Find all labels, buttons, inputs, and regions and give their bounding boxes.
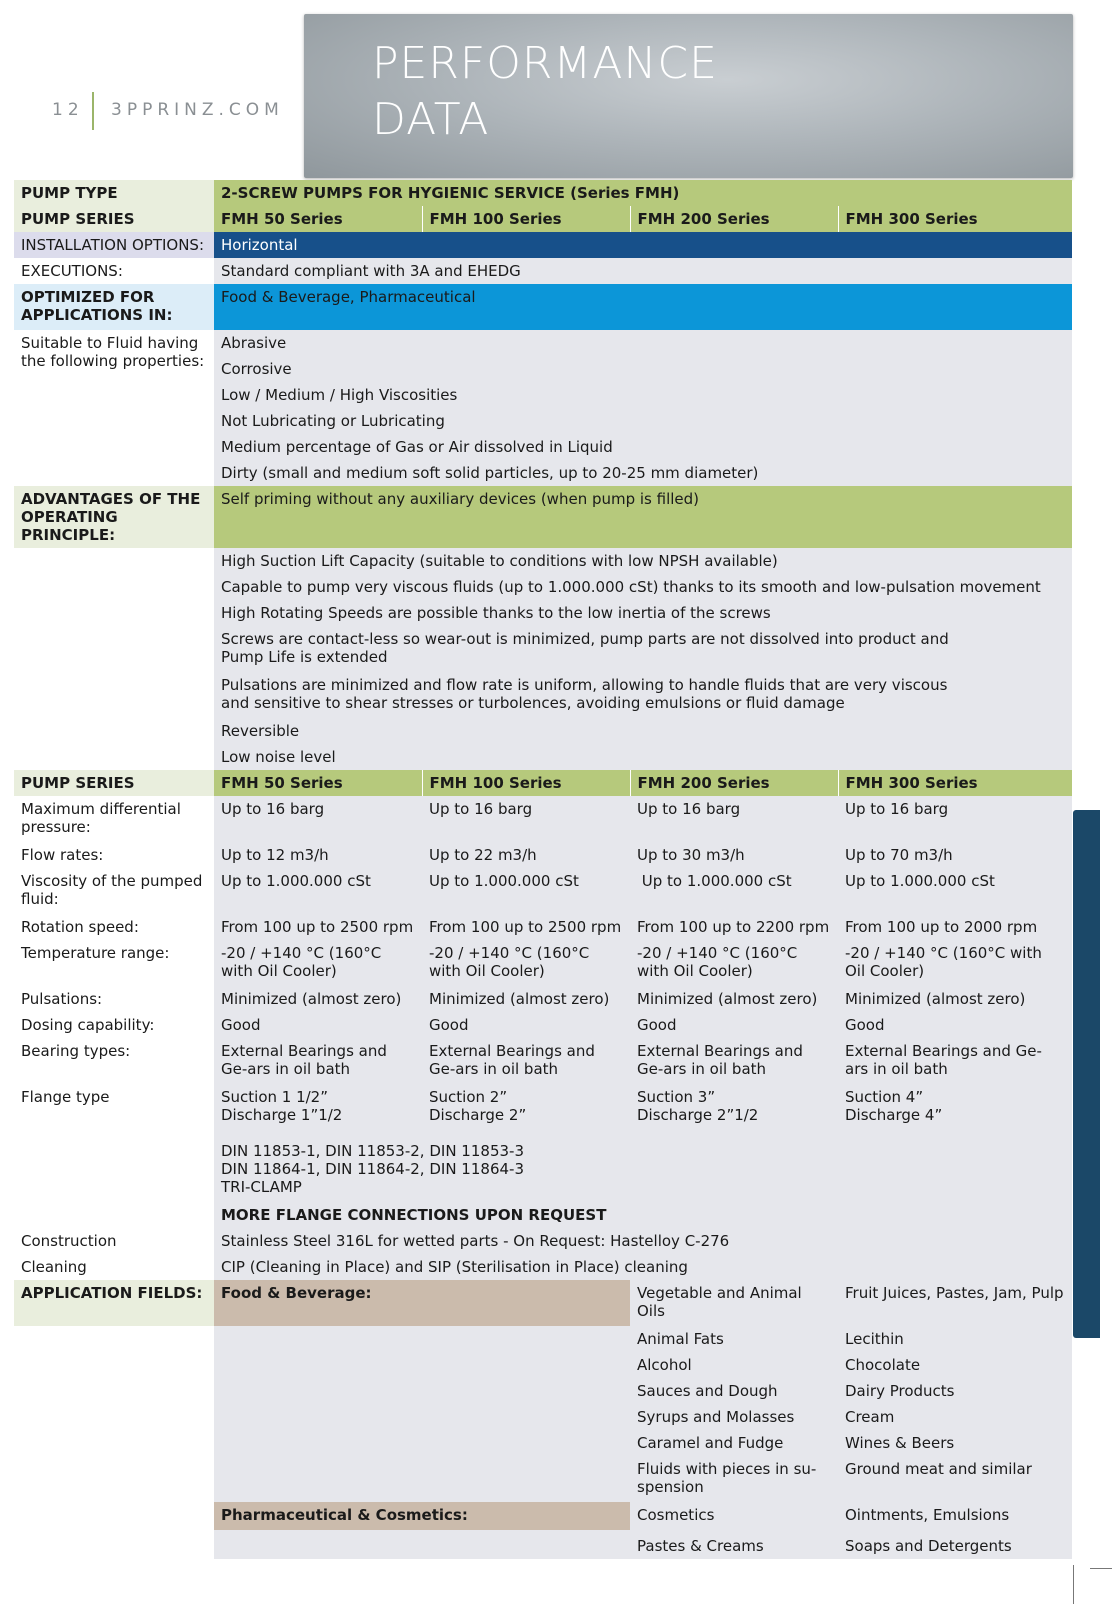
- flange-suction: Suction 4”: [845, 1088, 924, 1106]
- performance-table: [14, 180, 1072, 1559]
- flange-standard: DIN 11864-1, DIN 11864-2, DIN 11864-3: [221, 1160, 524, 1178]
- row-pulsations: [14, 986, 1072, 1012]
- flow-rate-value: Up to 30 m3/h: [630, 842, 838, 868]
- value-cleaning: CIP (Cleaning in Place) and SIP (Sterilisation in Place) cleaning: [214, 1254, 1072, 1280]
- advantage-item: High Rotating Speeds are possible thanks to the low inertia of the screws: [214, 600, 1072, 626]
- dosing-value: Good: [214, 1012, 422, 1038]
- flange-discharge: Discharge 4”: [845, 1106, 943, 1124]
- rotation-value: From 100 up to 2200 rpm: [630, 914, 838, 940]
- value-executions: Standard compliant with 3A and EHEDG: [214, 258, 1072, 284]
- label-construction: Construction: [14, 1228, 214, 1254]
- flange-standards: [214, 1138, 1072, 1202]
- advantage-item: Low noise level: [214, 744, 1072, 770]
- viscosity-value: Up to 1.000.000 cSt: [214, 868, 422, 914]
- title-banner: [304, 14, 1073, 178]
- label-advantages: ADVANTAGES OF THE OPERATING PRINCIPLE:: [14, 486, 214, 548]
- property-item: Low / Medium / High Viscosities: [214, 382, 1072, 408]
- row-pump-series-2: [14, 770, 1072, 796]
- pharma-item: Pastes & Creams: [630, 1530, 838, 1559]
- row-flow-rates: [14, 842, 1072, 868]
- row-application-fields: [14, 1280, 1072, 1326]
- food-item: Wines & Beers: [838, 1430, 1072, 1456]
- food-item: Animal Fats: [630, 1326, 838, 1352]
- dosing-value: Good: [838, 1012, 1072, 1038]
- flange-suction: Suction 1 1/2”: [221, 1088, 328, 1106]
- row-advantages: [14, 486, 1072, 548]
- flange-fmh200: [630, 1084, 838, 1138]
- flange-suction: Suction 2”: [429, 1088, 508, 1106]
- label-rotation: Rotation speed:: [14, 914, 214, 940]
- pulsations-value: Minimized (almost zero): [838, 986, 1072, 1012]
- max-pressure-value: Up to 16 barg: [214, 796, 422, 842]
- dosing-value: Good: [422, 1012, 630, 1038]
- crop-mark-vertical: [1073, 1565, 1074, 1604]
- pharma-item: Ointments, Emulsions: [838, 1502, 1072, 1530]
- label-cleaning: Cleaning: [14, 1254, 214, 1280]
- food-item: Cream: [838, 1404, 1072, 1430]
- label-dosing: Dosing capability:: [14, 1012, 214, 1038]
- dosing-value: Good: [630, 1012, 838, 1038]
- food-item: Syrups and Molasses: [630, 1404, 838, 1430]
- row-property: [14, 330, 1072, 356]
- pulsations-value: Minimized (almost zero): [630, 986, 838, 1012]
- property-item: Not Lubricating or Lubricating: [214, 408, 1072, 434]
- rotation-value: From 100 up to 2000 rpm: [838, 914, 1072, 940]
- property-item: Dirty (small and medium soft solid particles, up to 20-25 mm diameter): [214, 460, 1072, 486]
- property-item: Abrasive: [214, 330, 1072, 356]
- value-installation: Horizontal: [214, 232, 1072, 258]
- advantage-item: Reversible: [214, 718, 1072, 744]
- temperature-value: -20 / +140 °C (160°C with Oil Cooler): [422, 940, 630, 986]
- row-flange-standards: [14, 1138, 1072, 1202]
- label-flange: Flange type: [14, 1084, 214, 1138]
- pulsations-value: Minimized (almost zero): [214, 986, 422, 1012]
- flange-suction: Suction 3”: [637, 1088, 716, 1106]
- label-pulsations: Pulsations:: [14, 986, 214, 1012]
- label-pump-type: PUMP TYPE: [14, 180, 214, 206]
- property-item: Medium percentage of Gas or Air dissolved in Liquid: [214, 434, 1072, 460]
- row-viscosity: [14, 868, 1072, 914]
- series-fmh100: FMH 100 Series: [422, 206, 630, 232]
- label-viscosity: Viscosity of the pumped fluid:: [14, 868, 214, 914]
- value-optimized: Food & Beverage, Pharmaceutical: [214, 284, 1072, 330]
- flange-discharge: Discharge 2”: [429, 1106, 527, 1124]
- value-construction: Stainless Steel 316L for wetted parts - On Request: Hastelloy C-276: [214, 1228, 1072, 1254]
- pulsations-value: Minimized (almost zero): [422, 986, 630, 1012]
- food-item: Caramel and Fudge: [630, 1430, 838, 1456]
- advantage-main: Self priming without any auxiliary devices (when pump is filled): [214, 486, 1072, 548]
- label-max-pressure: Maximum differential pressure:: [14, 796, 214, 842]
- viscosity-value: Up to 1.000.000 cSt: [422, 868, 630, 914]
- max-pressure-value: Up to 16 barg: [838, 796, 1072, 842]
- advantage-item: Screws are contact-less so wear-out is minimized, pump parts are not dissolved into product and Pump Life is extended: [214, 626, 1072, 672]
- food-item: Fluids with pieces in su-spension: [630, 1456, 838, 1502]
- viscosity-value: Up to 1.000.000 cSt: [838, 868, 1072, 914]
- rotation-value: From 100 up to 2500 rpm: [214, 914, 422, 940]
- bearing-value: External Bearings and Ge-ars in oil bath: [422, 1038, 630, 1084]
- rotation-value: From 100 up to 2500 rpm: [422, 914, 630, 940]
- flange-fmh300: [838, 1084, 1072, 1138]
- series-fmh50: FMH 50 Series: [214, 206, 422, 232]
- label-executions: EXECUTIONS:: [14, 258, 214, 284]
- label-flow-rates: Flow rates:: [14, 842, 214, 868]
- label-bearing: Bearing types:: [14, 1038, 214, 1084]
- advantage-item: Pulsations are minimized and flow rate is uniform, allowing to handle fluids that are very viscous and sensitive to shear stresses or turbolences, avoiding emulsions or fluid damage: [214, 672, 1072, 718]
- row-optimized: [14, 284, 1072, 330]
- series-fmh200: FMH 200 Series: [630, 206, 838, 232]
- site-url[interactable]: 3PPRINZ.COM: [111, 100, 284, 120]
- flow-rate-value: Up to 70 m3/h: [838, 842, 1072, 868]
- series-fmh100: FMH 100 Series: [422, 770, 630, 796]
- label-pump-series-2: PUMP SERIES: [14, 770, 214, 796]
- series-fmh50: FMH 50 Series: [214, 770, 422, 796]
- label-pump-series: PUMP SERIES: [14, 206, 214, 232]
- food-item: Ground meat and similar: [838, 1456, 1072, 1502]
- pharma-item: Soaps and Detergents: [838, 1530, 1072, 1559]
- row-construction: [14, 1228, 1072, 1254]
- row-dosing: [14, 1012, 1072, 1038]
- flange-discharge: Discharge 2”1/2: [637, 1106, 759, 1124]
- pharma-cosmetics-title: Pharmaceutical & Cosmetics:: [214, 1502, 630, 1530]
- label-optimized: OPTIMIZED FOR APPLICATIONS IN:: [14, 284, 214, 330]
- label-application-fields: APPLICATION FIELDS:: [14, 1280, 214, 1326]
- advantage-item: High Suction Lift Capacity (suitable to conditions with low NPSH available): [214, 548, 1072, 574]
- advantage-item: Capable to pump very viscous fluids (up to 1.000.000 cSt) thanks to its smooth and low-pulsation movement: [214, 574, 1072, 600]
- bearing-value: External Bearings and Ge-ars in oil bath: [214, 1038, 422, 1084]
- food-item: Lecithin: [838, 1326, 1072, 1352]
- food-item: Dairy Products: [838, 1378, 1072, 1404]
- temperature-value: -20 / +140 °C (160°C with Oil Cooler): [214, 940, 422, 986]
- bearing-value: External Bearings and Ge-ars in oil bath: [838, 1038, 1072, 1084]
- pharma-item: Cosmetics: [630, 1502, 838, 1530]
- max-pressure-value: Up to 16 barg: [422, 796, 630, 842]
- row-max-pressure: [14, 796, 1072, 842]
- row-flange-type: [14, 1084, 1072, 1138]
- crop-mark-horizontal: [1090, 1568, 1112, 1569]
- series-fmh300: FMH 300 Series: [838, 206, 1072, 232]
- flange-more: MORE FLANGE CONNECTIONS UPON REQUEST: [214, 1202, 1072, 1228]
- temperature-value: -20 / +140 °C (160°C with Oil Cooler): [630, 940, 838, 986]
- row-flange-more: [14, 1202, 1072, 1228]
- food-item: Alcohol: [630, 1352, 838, 1378]
- viscosity-value: Up to 1.000.000 cSt: [630, 868, 838, 914]
- page-number-divider: [92, 92, 94, 130]
- flange-discharge: Discharge 1”1/2: [221, 1106, 343, 1124]
- flange-standard: DIN 11853-1, DIN 11853-2, DIN 11853-3: [221, 1142, 524, 1160]
- food-item: Sauces and Dough: [630, 1378, 838, 1404]
- series-fmh300: FMH 300 Series: [838, 770, 1072, 796]
- food-beverage-title: Food & Beverage:: [214, 1280, 630, 1326]
- row-installation: [14, 232, 1072, 258]
- max-pressure-value: Up to 16 barg: [630, 796, 838, 842]
- flow-rate-value: Up to 22 m3/h: [422, 842, 630, 868]
- value-pump-type: 2-SCREW PUMPS FOR HYGIENIC SERVICE (Series FMH): [214, 180, 1072, 206]
- flange-fmh50: [214, 1084, 422, 1138]
- flange-standard: TRI-CLAMP: [221, 1178, 302, 1196]
- row-food: [14, 1326, 1072, 1352]
- page-title-line1: PERFORMANCE: [372, 38, 718, 89]
- row-pharma: [14, 1502, 1072, 1530]
- page-title-line2: DATA: [372, 94, 490, 145]
- label-installation: INSTALLATION OPTIONS:: [14, 232, 214, 258]
- row-rotation: [14, 914, 1072, 940]
- row-pump-series: [14, 206, 1072, 232]
- food-item: Chocolate: [838, 1352, 1072, 1378]
- row-executions: [14, 258, 1072, 284]
- row-pump-type: [14, 180, 1072, 206]
- food-item: Fruit Juices, Pastes, Jam, Pulp: [838, 1280, 1072, 1326]
- food-item: Vegetable and Animal Oils: [630, 1280, 838, 1326]
- row-bearing: [14, 1038, 1072, 1084]
- row-temperature: [14, 940, 1072, 986]
- property-item: Corrosive: [214, 356, 1072, 382]
- label-suitable: Suitable to Fluid having the following properties:: [14, 330, 214, 486]
- temperature-value: -20 / +140 °C (160°C with Oil Cooler): [838, 940, 1072, 986]
- bearing-value: External Bearings and Ge-ars in oil bath: [630, 1038, 838, 1084]
- row-cleaning: [14, 1254, 1072, 1280]
- flow-rate-value: Up to 12 m3/h: [214, 842, 422, 868]
- page-number: 12: [52, 100, 84, 120]
- side-tab: [1073, 810, 1100, 1338]
- series-fmh200: FMH 200 Series: [630, 770, 838, 796]
- flange-fmh100: [422, 1084, 630, 1138]
- label-temperature: Temperature range:: [14, 940, 214, 986]
- row-advantage: [14, 548, 1072, 574]
